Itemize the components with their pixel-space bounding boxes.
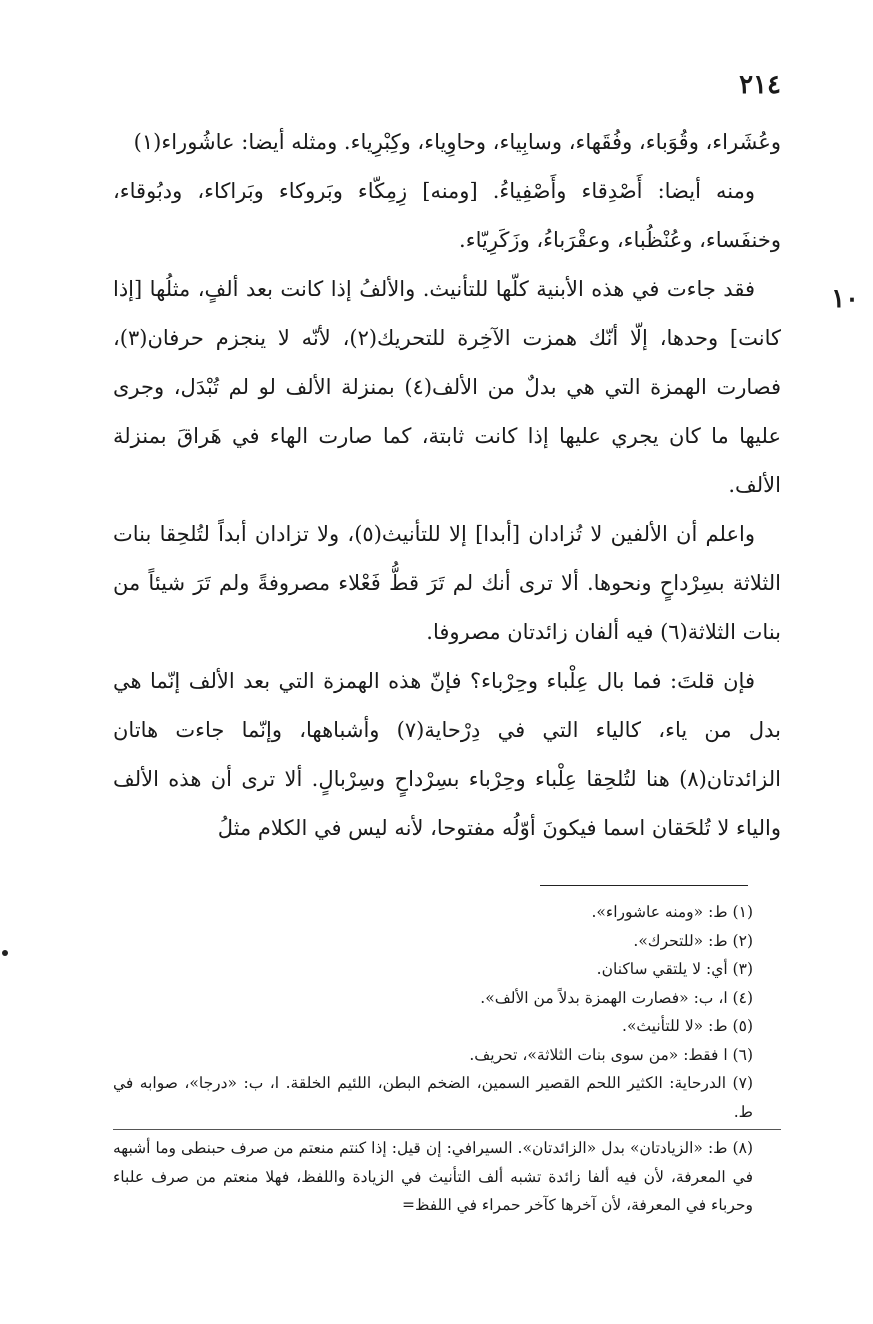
footnote: (٨) ط: «الزيادتان» بدل «الزائدتان». السيرافي: إن قيل: إذا كنتم منعتم من صرف حبنطى وما أشبهه في المعرفة، لأن فيه ألفا زائدة تشبه ألف التأنيث في الزيادة واللفظ، فهلا منعتم من صرف علباء وحرباء في المعرفة، لأن آخرها كآخر حمراء في اللفظ= xyxy=(113,1139,753,1214)
footnote: (٣) أي: لا يلتقي ساكنان. xyxy=(596,960,753,978)
footnote: (٢) ط: «للتحرك». xyxy=(633,931,753,950)
line-number-marker: ١٠ xyxy=(831,284,859,314)
main-text xyxy=(113,118,781,853)
paragraph: ومنه أيضا: أَصْدِقاء وأَصْفِياءُ. [ومنه] زِمِكّاء وبَروكاء وبَراكاء، ودبُوقاء، وخنفَساء، وعُنْظُباء، وعقْرَباءُ، وزَكَرِيّاء. xyxy=(113,179,781,252)
footnote-separator xyxy=(540,885,748,886)
paragraph: واعلم أن الألفين لا تُزادان [أبدا] إلا للتأنيث(٥)، ولا تزادان أبداً لتُلحِقا بنات الثلاثة بسِرْداحٍ ونحوها. ألا ترى أنك لم تَرَ قطُّ فَعْلاء مصروفةً ولم تَرَ شيئاً من بنات الثلاثة(٦) فيه ألفان زائدتان مصروفا. xyxy=(113,522,781,644)
footnote: (٦) ا فقط: «من سوى بنات الثلاثة»، تحريف. xyxy=(469,1045,753,1064)
margin-dot xyxy=(2,950,8,956)
footnote-divider xyxy=(113,1129,781,1130)
footnote: (١) ط: «ومنه عاشوراء». xyxy=(591,903,753,921)
footnote: (٤) ا، ب: «فصارت الهمزة بدلاً من الألف». xyxy=(480,988,753,1007)
page-number: ٢١٤ xyxy=(739,70,781,100)
paragraph: فإن قلتَ: فما بال عِلْباء وحِرْباء؟ فإنّ هذه الهمزة التي بعد الألف إنّما هي بدل من ياء، كالياء التي في دِرْحاية(٧) وأشباهها، وإنّما جاءت هاتان الزائدتان(٨) هنا لتُلحِقا عِلْباء وحِرْباء بسِرْداحٍ وسِرْبالٍ. ألا ترى أن هذه الألف والياء لا تُلحَقان اسما فيكونَ أوّلُه مفتوحا، لأنه ليس في الكلام مثلُ xyxy=(113,669,782,840)
paragraph: وعُشَراء، وقُوَباء، وفُقَهاء، وسابِياء، وحاوِياء، وكِبْرِياء. ومثله أيضا: عاشُوراء(١) xyxy=(133,130,781,154)
footnote: (٥) ط: «لا للتأنيث». xyxy=(622,1017,753,1035)
footnote: (٧) الدرحاية: الكثير اللحم القصير السمين، الضخم البطن، اللئيم الخلقة. ا، ب: «درجا»، صوابه في ط. xyxy=(113,1074,753,1121)
footnotes xyxy=(113,898,781,1220)
paragraph: فقد جاءت في هذه الأبنية كلّها للتأنيث. والألفُ إذا كانت بعد ألفٍ، مثلُها [إذا كانت] وحدها، إلّا أنّك همزت الآخِرة للتحريك(٢)، لأنّه لا ينجزم حرفان(٣)، فصارت الهمزة التي هي بدلٌ من الألف(٤) بمنزلة الألف لو لم تُبْدَل، وجرى عليها ما كان يجري عليها إذا كانت ثابتة، كما صارت الهاء في هَراقَ بمنزلة الألف. xyxy=(113,277,781,497)
